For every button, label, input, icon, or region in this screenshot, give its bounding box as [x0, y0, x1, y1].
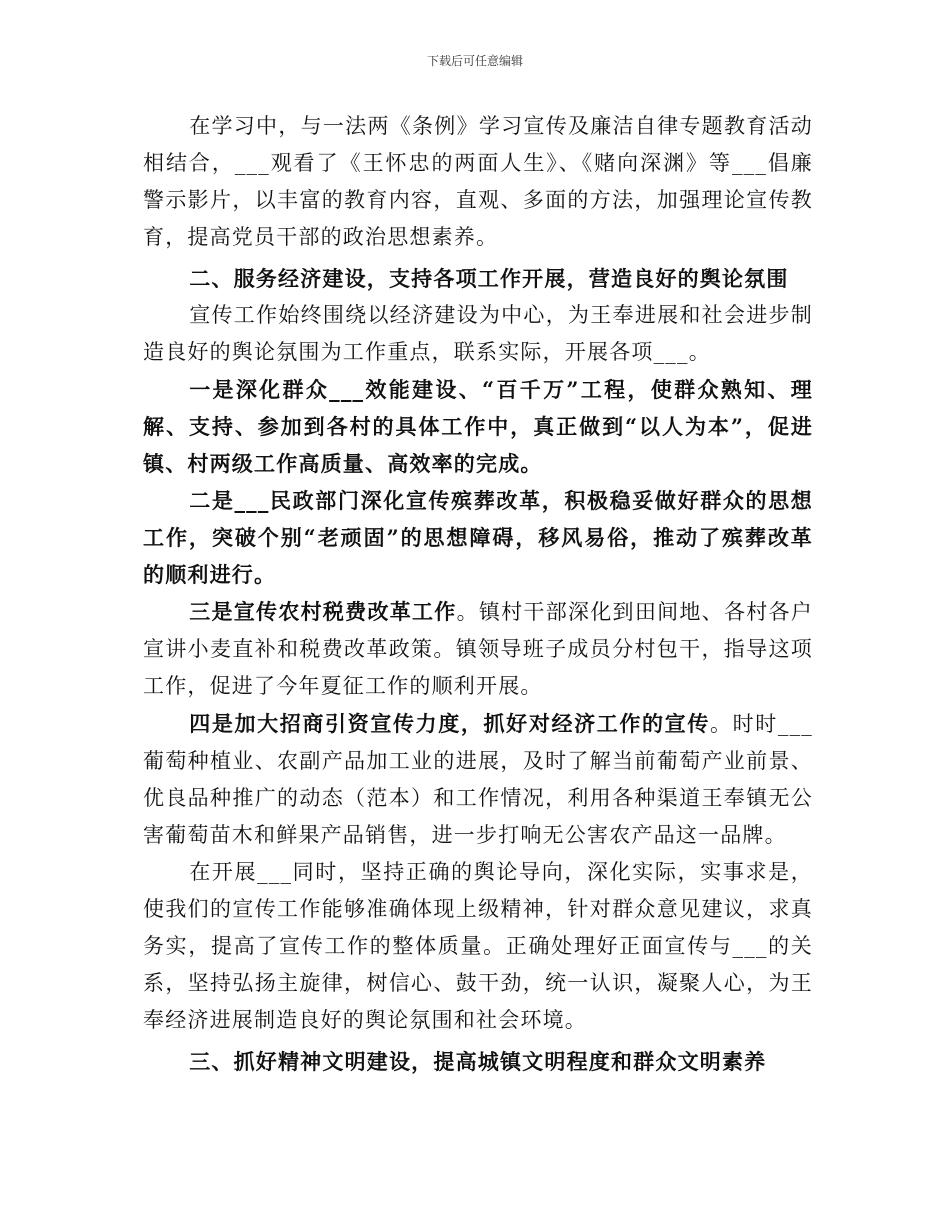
- paragraph-point-3: [143, 593, 813, 705]
- point-3-lead: 三是宣传农村税费改革工作: [189, 599, 457, 624]
- point-3-body: 。镇村干部深化到田间地、各村各户宣讲小麦直补和税费改革政策。镇领导班子成员分村包干，指导这项工作，促进了今年夏征工作的顺利开展。: [143, 600, 814, 698]
- paragraph-guidance: 在开展___同时，坚持正确的舆论导向，深化实际，实事求是，使我们的宣传工作能够准确体现上级精神，针对群众意见建议，求真务实，提高了宣传工作的整体质量。正确处理好正面宣传与___的关系，坚持弘扬主旋律，树信心、鼓干劲，统一认识，凝聚人心，为王奉经济进展制造良好的舆论氛围和社会环境。: [143, 860, 813, 1032]
- section-heading-3: 三、抓好精神文明建设，提高城镇文明程度和群众文明素养: [189, 1049, 767, 1074]
- page-header: 下载后可任意编辑: [426, 54, 523, 68]
- document-body: [143, 108, 813, 1080]
- paragraph-study: 在学习中，与一法两《条例》学习宣传及廉洁自律专题教育活动相结合，___观看了《王怀忠的两面人生》、《赌向深渊》等___倡廉警示影片，以丰富的教育内容，直观、多面的方法，加强理论宣传教育，提高党员干部的政治思想素养。: [143, 114, 813, 249]
- section-heading-2: 二、服务经济建设，支持各项工作开展，营造良好的舆论氛围: [189, 266, 789, 291]
- point-4-body: 。时时___葡萄种植业、农副产品加工业的进展，及时了解当前葡萄产业前景、优良品种推广的动态（范本）和工作情况，利用各种渠道王奉镇无公害葡萄苗木和鲜果产品销售，进一步打响无公害农产品这一品牌。: [143, 712, 813, 847]
- paragraph-point-1: 一是深化群众___效能建设、“百千万”工程，使群众熟知、理解、支持、参加到各村的具体工作中，真正做到“以人为本”，促进镇、村两级工作高质量、高效率的完成。: [143, 377, 813, 476]
- point-4-lead: 四是加大招商引资宣传力度，抓好对经济工作的宣传: [189, 711, 710, 736]
- paragraph-economy: 宣传工作始终围绕以经济建设为中心，为王奉进展和社会进步制造良好的舆论氛围为工作重点，联系实际，开展各项___。: [143, 303, 813, 364]
- paragraph-point-4: [143, 705, 813, 854]
- paragraph-point-2: 二是___民政部门深化宣传殡葬改革，积极稳妥做好群众的思想工作，突破个别“老顽固”的思想障碍，移风易俗，推动了殡葬改革的顺利进行。: [143, 488, 813, 587]
